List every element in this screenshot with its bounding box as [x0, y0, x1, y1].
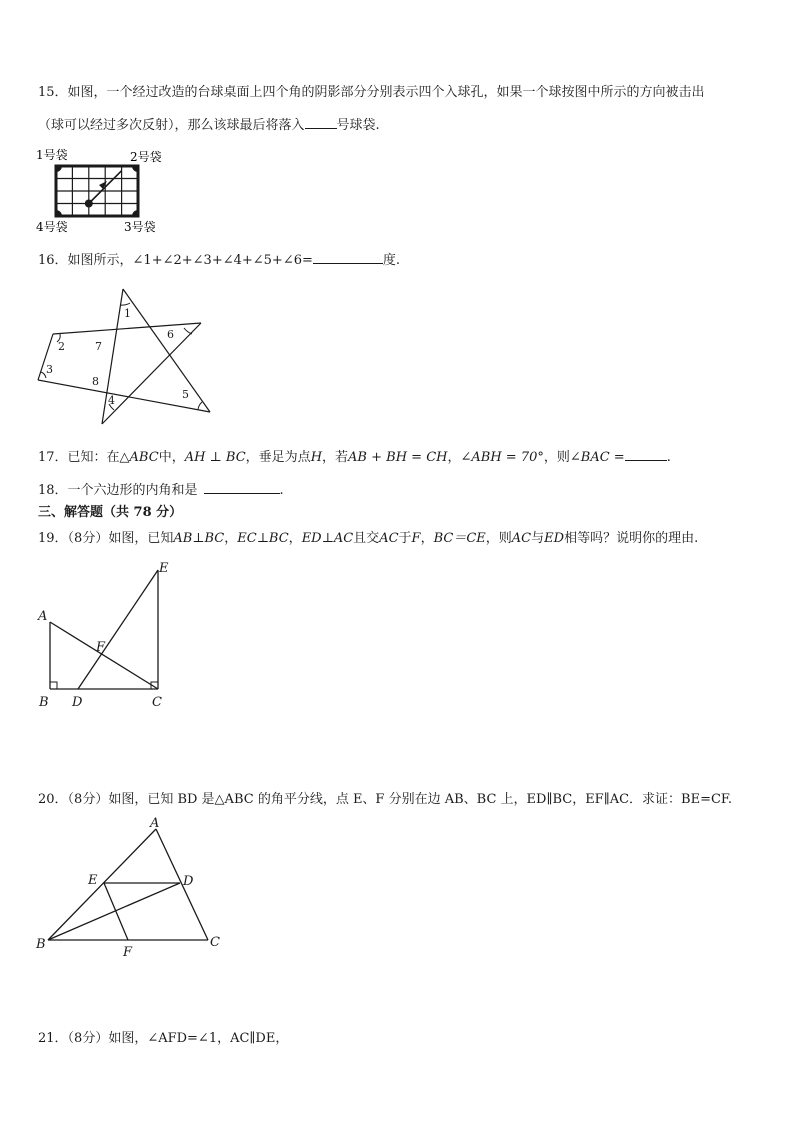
q18-text-b: .: [279, 483, 284, 498]
q19-label-e: E: [159, 561, 169, 576]
q19-lines: [50, 570, 158, 689]
pocket-4: [56, 210, 62, 216]
q18-answer-blank[interactable]: [204, 481, 280, 494]
q16-angle-arcs: [41, 303, 202, 410]
q17-line: [38, 448, 671, 467]
q19-sep-1: ，: [224, 531, 238, 546]
q19-label-a: A: [38, 609, 48, 624]
q17-text-g: .: [666, 450, 671, 465]
q17-answer-blank[interactable]: [625, 448, 667, 461]
q18-text-a: 18．一个六边形的内角和是: [38, 483, 198, 498]
table-grid: [56, 166, 138, 216]
q19-line: [38, 530, 698, 548]
q17-text-c: ，垂足为点: [245, 450, 311, 465]
q20-figure: [30, 812, 230, 962]
q19-expr-ec-bc: EC⊥BC: [237, 531, 289, 546]
q19-text-f: 相等吗？说明你的理由.: [564, 531, 699, 546]
q17-expr-bac: ∠BAC =: [569, 450, 625, 465]
q19-text-e: 与: [531, 531, 545, 546]
q19-label-d: D: [72, 695, 83, 710]
q20-label-a: A: [150, 816, 160, 831]
q16-angle-figure: [36, 286, 216, 426]
q17-text-b: 中，: [158, 450, 185, 465]
q19-sep-3: ，: [420, 531, 434, 546]
q19-expr-ab-bc: AB⊥BC: [173, 531, 225, 546]
q20-label-e: E: [88, 873, 98, 888]
q20-label-b: B: [36, 937, 46, 952]
q20-label-c: C: [210, 935, 220, 950]
angle-8-label: 8: [92, 375, 99, 388]
q17-text-d: ，若: [322, 450, 349, 465]
q17-expr-h: H: [310, 450, 323, 465]
q19-figure: [30, 558, 180, 714]
pocket-1: [56, 166, 62, 172]
angle-2-label: 2: [58, 340, 65, 353]
q17-expr-triangle: △ABC: [119, 450, 159, 465]
q20-label-f: F: [123, 945, 133, 960]
q19-expr-ac-1: AC: [379, 531, 399, 546]
angle-5-label: 5: [182, 388, 189, 401]
q17-expr-angle: ∠ABH = 70°: [460, 450, 544, 465]
q19-label-c: C: [152, 695, 162, 710]
q15-text-b: 号球袋.: [336, 118, 380, 133]
q19-sep-2: ，: [288, 531, 302, 546]
q19-expr-f: F: [411, 531, 421, 546]
pocket-4-label: 4号袋: [36, 220, 68, 234]
q19-text-c: 于: [398, 531, 412, 546]
q19-right-angle-marks: [50, 682, 158, 689]
q17-expr-perp: AH ⊥ BC: [184, 450, 246, 465]
q19-text-a: 19．（8分）如图，已知: [38, 531, 174, 546]
q19-label-f: F: [96, 640, 106, 655]
q16-answer-blank[interactable]: [313, 251, 383, 264]
pocket-3-label: 3号袋: [124, 220, 156, 234]
q20-line: 20．（8分）如图，已知 BD 是△ABC 的角平分线，点 E、F 分别在边 AB、BC 上，ED∥BC，EF∥AC．求证：BE=CF.: [38, 792, 733, 807]
q17-text-f: ，则: [543, 450, 570, 465]
q21-line: 21．（8分）如图，∠AFD=∠1，AC∥DE，: [38, 1031, 289, 1046]
angle-6-label: 6: [167, 328, 174, 341]
pocket-1-label: 1号袋: [36, 148, 68, 162]
ball: [85, 200, 93, 208]
q19-expr-ed-ac: ED⊥AC: [301, 531, 354, 546]
pocket-2-label: 2号袋: [130, 150, 162, 164]
q15-text-a: （球可以经过多次反射），那么该球最后将落入: [38, 118, 305, 133]
q19-text-b: 且交: [353, 531, 380, 546]
q16-text-a: 16．如图所示，∠1+∠2+∠3+∠4+∠5+∠6=: [38, 253, 313, 268]
q16-line: [38, 251, 400, 270]
q19-expr-ed: ED: [544, 531, 565, 546]
q20-label-d: D: [183, 874, 194, 889]
q17-expr-sum: AB + BH = CH: [348, 450, 448, 465]
q19-expr-bc-ce: BC＝CE: [433, 531, 486, 546]
pocket-3: [132, 210, 138, 216]
q18-line: [38, 481, 284, 500]
pocket-2: [132, 166, 138, 172]
q16-text-b: 度.: [382, 253, 401, 268]
angle-3-label: 3: [46, 363, 53, 376]
q17-text-e: ，: [447, 450, 461, 465]
angle-7-label: 7: [95, 340, 102, 353]
q17-text-a: 17．已知：在: [38, 450, 120, 465]
q19-expr-ac-2: AC: [511, 531, 532, 546]
q19-label-b: B: [39, 695, 49, 710]
angle-4-label: 4: [108, 394, 115, 407]
ball-direction-arrow: [99, 181, 107, 189]
angle-1-label: 1: [124, 307, 131, 320]
q15-billiard-figure: [30, 140, 180, 236]
q15-line-2: [38, 116, 380, 135]
section-3-title: 三、解答题（共 78 分）: [38, 505, 183, 520]
q15-line-1: 15．如图，一个经过改造的台球桌面上四个角的阴影部分分别表示四个入球孔，如果一个球按图中所示的方向被击出: [38, 85, 705, 100]
q15-answer-blank[interactable]: [305, 116, 337, 129]
q19-text-d: ，则: [485, 531, 512, 546]
